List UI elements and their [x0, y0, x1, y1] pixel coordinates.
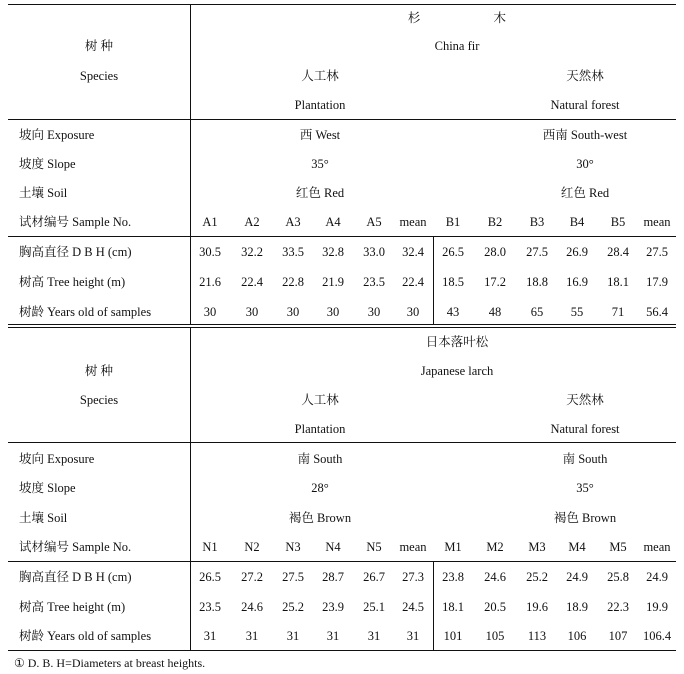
larch-soil-natural: 褐色 Brown	[553, 511, 617, 525]
fir-dbh-cell: 32.8	[322, 245, 344, 259]
rule-split-fir	[433, 236, 434, 324]
fir-age-label: 树龄 Years old of samples	[19, 305, 152, 319]
larch-sample-cell: M3	[528, 540, 546, 554]
fir-species-en: China fir	[434, 39, 480, 53]
fir-age-cell: 55	[570, 305, 584, 319]
larch-height-cell: 19.6	[526, 600, 548, 614]
fir-height-label: 树高 Tree height (m)	[19, 275, 126, 289]
fir-dbh-cell: 28.4	[607, 245, 629, 259]
rule-split-larch	[433, 561, 434, 650]
fir-plantation-en: Plantation	[294, 98, 346, 112]
larch-height-label: 树高 Tree height (m)	[19, 600, 126, 614]
fir-sample-cell: A5	[366, 215, 382, 229]
fir-sample-cell: A2	[244, 215, 260, 229]
larch-age-cell: 105	[485, 629, 505, 643]
larch-dbh-cell: 26.7	[363, 570, 385, 584]
larch-age-cell: 113	[527, 629, 547, 643]
larch-height-cell: 18.9	[566, 600, 588, 614]
fir-soil-natural: 红色 Red	[560, 186, 610, 200]
fir-exposure-natural: 西南 South-west	[542, 128, 628, 142]
larch-sample-label: 试材编号 Sample No.	[19, 540, 132, 554]
larch-dbh-cell: 26.5	[199, 570, 221, 584]
larch-dbh-cell: 27.2	[241, 570, 263, 584]
rule-stub-larch	[190, 327, 191, 650]
larch-dbh-cell: 27.5	[282, 570, 304, 584]
larch-height-cell: 24.5	[402, 600, 424, 614]
larch-dbh-cell: 24.9	[646, 570, 668, 584]
fir-height-cell: 18.8	[526, 275, 548, 289]
larch-height-cell: 18.1	[442, 600, 464, 614]
larch-dbh-cell: 24.9	[566, 570, 588, 584]
fir-soil-label: 土壤 Soil	[19, 186, 68, 200]
fir-age-cell: 30	[203, 305, 217, 319]
larch-sample-cell: N4	[325, 540, 341, 554]
larch-sample-cell: M4	[568, 540, 586, 554]
fir-plantation-cn: 人工林	[301, 69, 339, 83]
larch-sample-cell: M2	[486, 540, 504, 554]
species-label: Species	[79, 393, 119, 407]
larch-height-cell: 25.1	[363, 600, 385, 614]
rule-fir-header	[8, 119, 676, 120]
fir-natural-cn: 天然林	[566, 69, 604, 83]
rule-top	[8, 4, 676, 5]
larch-age-cell: 106.4	[642, 629, 672, 643]
fir-dbh-cell: 32.2	[241, 245, 263, 259]
fir-dbh-label: 胸高直径 D B H (cm)	[19, 245, 132, 259]
fir-dbh-cell: 33.5	[282, 245, 304, 259]
fir-sample-cell: A3	[285, 215, 301, 229]
larch-sample-cell: mean	[399, 540, 427, 554]
fir-age-cell: 30	[286, 305, 300, 319]
larch-height-cell: 22.3	[607, 600, 629, 614]
fir-dbh-cell: 27.5	[646, 245, 668, 259]
larch-age-cell: 106	[567, 629, 587, 643]
rule-section-a	[8, 324, 676, 325]
larch-height-cell: 24.6	[241, 600, 263, 614]
larch-soil-plantation: 褐色 Brown	[288, 511, 352, 525]
fir-sample-cell: A1	[202, 215, 218, 229]
fir-dbh-cell: 26.5	[442, 245, 464, 259]
larch-dbh-cell: 25.2	[526, 570, 548, 584]
fir-height-cell: 21.6	[199, 275, 221, 289]
larch-dbh-cell: 23.8	[442, 570, 464, 584]
larch-height-cell: 23.9	[322, 600, 344, 614]
larch-sample-cell: mean	[643, 540, 671, 554]
larch-slope-plantation: 28°	[311, 481, 329, 495]
larch-age-cell: 107	[608, 629, 628, 643]
fir-age-cell: 71	[611, 305, 625, 319]
larch-slope-label: 坡度 Slope	[19, 481, 76, 495]
larch-sample-cell: N5	[366, 540, 382, 554]
larch-dbh-cell: 24.6	[484, 570, 506, 584]
larch-species-cn: 日本落叶松	[425, 335, 489, 349]
larch-dbh-cell: 25.8	[607, 570, 629, 584]
larch-height-cell: 19.9	[646, 600, 668, 614]
fir-age-cell: 30	[367, 305, 381, 319]
larch-exposure-label: 坡向 Exposure	[19, 452, 95, 466]
larch-sample-cell: M1	[444, 540, 462, 554]
fir-species-cn: 杉 木	[407, 11, 507, 25]
larch-exposure-natural: 南 South	[562, 452, 608, 466]
fir-sample-cell: mean	[399, 215, 427, 229]
larch-age-cell: 31	[326, 629, 340, 643]
fir-age-cell: 65	[530, 305, 544, 319]
fir-exposure-plantation: 西 West	[299, 128, 341, 142]
tree-species-label: 树 种	[84, 39, 114, 53]
fir-height-cell: 23.5	[363, 275, 385, 289]
larch-age-cell: 31	[203, 629, 217, 643]
larch-age-label: 树龄 Years old of samples	[19, 629, 152, 643]
larch-soil-label: 土壤 Soil	[19, 511, 68, 525]
larch-sample-cell: N1	[202, 540, 218, 554]
rule-bottom	[8, 650, 676, 651]
larch-dbh-label: 胸高直径 D B H (cm)	[19, 570, 132, 584]
fir-height-cell: 22.4	[402, 275, 424, 289]
fir-sample-cell: mean	[643, 215, 671, 229]
fir-sample-cell: B2	[487, 215, 503, 229]
species-label: Species	[79, 69, 119, 83]
fir-height-cell: 18.1	[607, 275, 629, 289]
fir-sample-label: 试材编号 Sample No.	[19, 215, 132, 229]
fir-exposure-label: 坡向 Exposure	[19, 128, 95, 142]
rule-larch-data	[8, 561, 676, 562]
rule-section-b	[8, 327, 676, 328]
fir-age-cell: 30	[245, 305, 259, 319]
larch-sample-cell: N2	[244, 540, 260, 554]
larch-height-cell: 23.5	[199, 600, 221, 614]
larch-sample-cell: N3	[285, 540, 301, 554]
larch-height-cell: 25.2	[282, 600, 304, 614]
larch-plantation-en: Plantation	[294, 422, 346, 436]
larch-dbh-cell: 27.3	[402, 570, 424, 584]
fir-slope-label: 坡度 Slope	[19, 157, 76, 171]
fir-dbh-cell: 30.5	[199, 245, 221, 259]
fir-height-cell: 18.5	[442, 275, 464, 289]
fir-dbh-cell: 32.4	[402, 245, 424, 259]
fir-sample-cell: B4	[569, 215, 585, 229]
larch-natural-en: Natural forest	[550, 422, 620, 436]
larch-exposure-plantation: 南 South	[297, 452, 343, 466]
fir-dbh-cell: 33.0	[363, 245, 385, 259]
larch-sample-cell: M5	[609, 540, 627, 554]
fir-age-cell: 30	[406, 305, 420, 319]
fir-dbh-cell: 27.5	[526, 245, 548, 259]
fir-height-cell: 17.2	[484, 275, 506, 289]
fir-height-cell: 22.8	[282, 275, 304, 289]
larch-age-cell: 31	[245, 629, 259, 643]
fir-sample-cell: B5	[610, 215, 626, 229]
larch-age-cell: 31	[286, 629, 300, 643]
fir-age-cell: 48	[488, 305, 502, 319]
fir-slope-plantation: 35°	[311, 157, 329, 171]
larch-species-en: Japanese larch	[420, 364, 494, 378]
rule-larch-header	[8, 442, 676, 443]
larch-age-cell: 101	[443, 629, 463, 643]
larch-slope-natural: 35°	[576, 481, 594, 495]
rule-fir-data	[8, 236, 676, 237]
larch-height-cell: 20.5	[484, 600, 506, 614]
tree-species-label: 树 种	[84, 364, 114, 378]
fir-sample-cell: B3	[529, 215, 545, 229]
fir-height-cell: 16.9	[566, 275, 588, 289]
larch-dbh-cell: 28.7	[322, 570, 344, 584]
larch-plantation-cn: 人工林	[301, 393, 339, 407]
fir-age-cell: 56.4	[646, 305, 668, 319]
fir-soil-plantation: 红色 Red	[295, 186, 345, 200]
fir-sample-cell: B1	[445, 215, 461, 229]
fir-height-cell: 21.9	[322, 275, 344, 289]
larch-age-cell: 31	[406, 629, 420, 643]
rule-stub-fir	[190, 4, 191, 324]
fir-height-cell: 17.9	[646, 275, 668, 289]
fir-sample-cell: A4	[325, 215, 341, 229]
fir-slope-natural: 30°	[576, 157, 594, 171]
larch-age-cell: 31	[367, 629, 381, 643]
fir-dbh-cell: 26.9	[566, 245, 588, 259]
footnote: ① D. B. H=Diameters at breast heights.	[14, 656, 206, 670]
larch-natural-cn: 天然林	[566, 393, 604, 407]
fir-age-cell: 30	[326, 305, 340, 319]
fir-natural-en: Natural forest	[550, 98, 620, 112]
fir-height-cell: 22.4	[241, 275, 263, 289]
fir-age-cell: 43	[446, 305, 460, 319]
fir-dbh-cell: 28.0	[484, 245, 506, 259]
